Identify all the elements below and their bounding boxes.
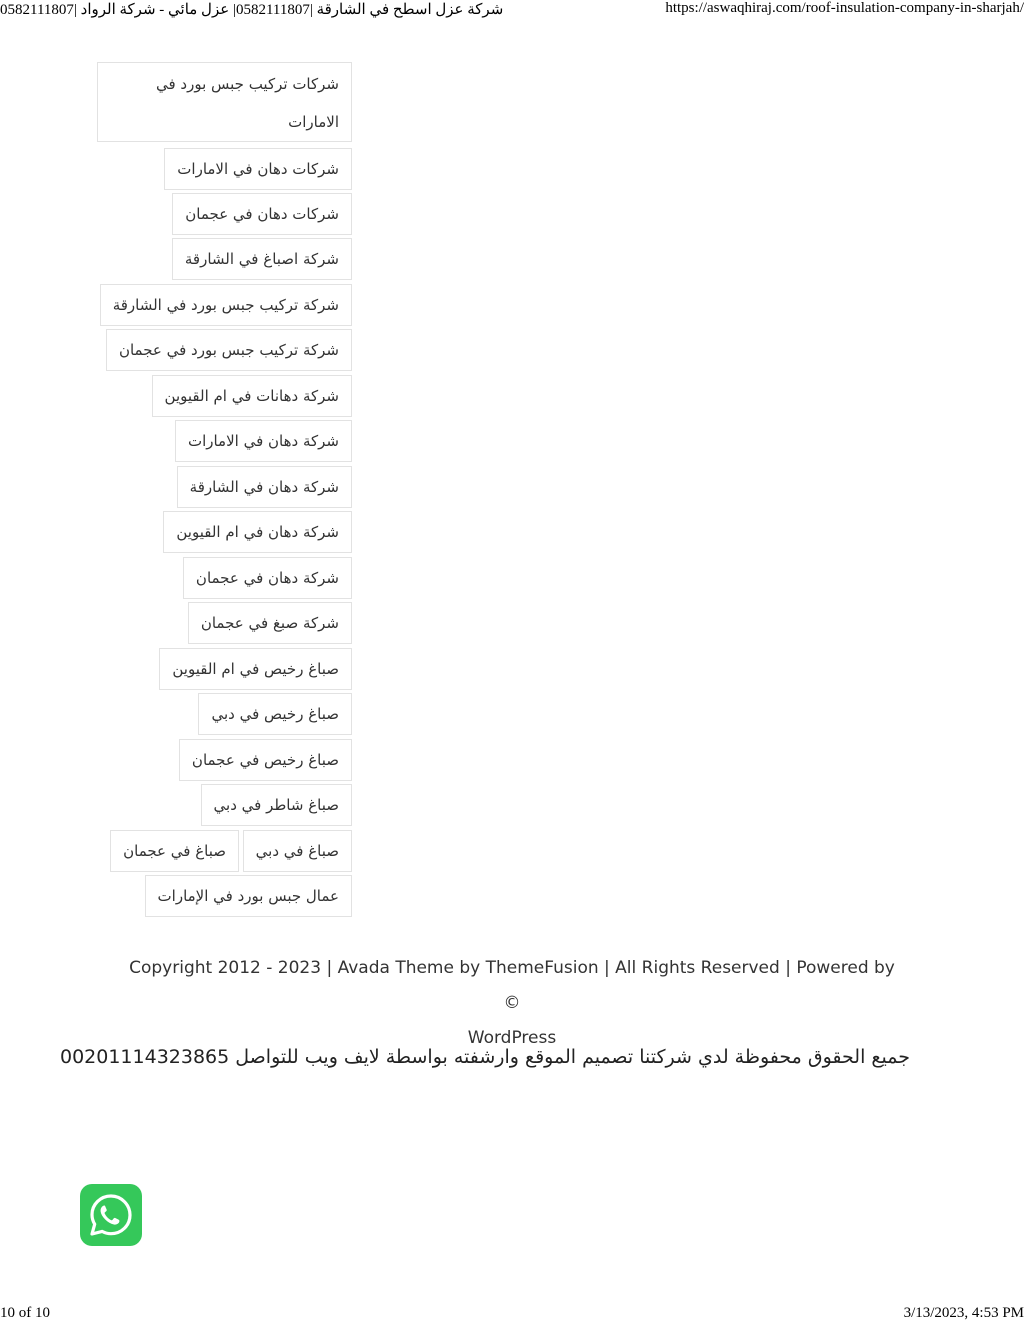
avada-theme-link[interactable]: Avada Theme by ThemeFusion bbox=[337, 958, 599, 978]
tag-link[interactable]: شركة دهان في الامارات bbox=[175, 420, 352, 462]
copyright-symbol: © bbox=[503, 993, 521, 1013]
print-footer bbox=[0, 1305, 1024, 1325]
tag-link[interactable]: شركة اصباغ في الشارقة bbox=[172, 238, 352, 280]
tag-link[interactable]: شركة دهان في الشارقة bbox=[177, 466, 352, 508]
tag-link[interactable]: صباغ شاطر في دبي bbox=[201, 784, 352, 826]
tag-link[interactable]: شركة صبغ في عجمان bbox=[188, 602, 352, 644]
tag-link[interactable]: عمال جبس بورد في الإمارات bbox=[145, 875, 352, 917]
tag-link[interactable]: شركة تركيب جبس بورد في عجمان bbox=[106, 329, 352, 371]
tag-link[interactable]: صباغ في دبي bbox=[243, 830, 352, 872]
tag-link[interactable]: شركات دهان في الامارات bbox=[164, 148, 352, 190]
page-counter: 10 of 10 bbox=[0, 1305, 50, 1321]
wordpress-link[interactable]: WordPress bbox=[467, 1028, 557, 1048]
print-page-title: شركة عزل اسطح في الشارقة |0582111807| عزل مائي - شركة الرواد |0582111807 bbox=[0, 2, 504, 18]
print-header bbox=[0, 0, 1024, 20]
tag-link[interactable]: شركة دهان في عجمان bbox=[183, 557, 352, 599]
tag-link[interactable]: شركة دهان في ام القيوين bbox=[163, 511, 352, 553]
tag-link[interactable]: صباغ رخيص في ام القيوين bbox=[159, 648, 352, 690]
copyright-middle: | All Rights Reserved | Powered by bbox=[598, 958, 895, 978]
tag-link[interactable]: شركة دهانات في ام القيوين bbox=[152, 375, 352, 417]
print-page-url: https://aswaqhiraj.com/roof-insulation-company-in-sharjah/ bbox=[665, 0, 1024, 16]
rights-statement: جميع الحقوق محفوظة لدي شركتنا تصميم الموقع وارشفته بواسطة لايف ويب للتواصل 00201114323865 bbox=[59, 1046, 910, 1068]
tag-link[interactable]: شركات دهان في عجمان bbox=[172, 193, 352, 235]
copyright-prefix: Copyright 2012 - 2023 | bbox=[129, 958, 338, 978]
tag-link[interactable]: شركات تركيب جبس بورد في الامارات bbox=[97, 62, 352, 142]
print-datetime: 3/13/2023, 4:53 PM bbox=[903, 1305, 1024, 1321]
tag-link[interactable]: صباغ في عجمان bbox=[110, 830, 239, 872]
tag-link[interactable]: صباغ رخيص في عجمان bbox=[179, 739, 352, 781]
whatsapp-button[interactable] bbox=[80, 1184, 142, 1246]
whatsapp-icon bbox=[88, 1192, 134, 1238]
tag-link[interactable]: صباغ رخيص في دبي bbox=[198, 693, 352, 735]
tag-link[interactable]: شركة تركيب جبس بورد في الشارقة bbox=[100, 284, 352, 326]
